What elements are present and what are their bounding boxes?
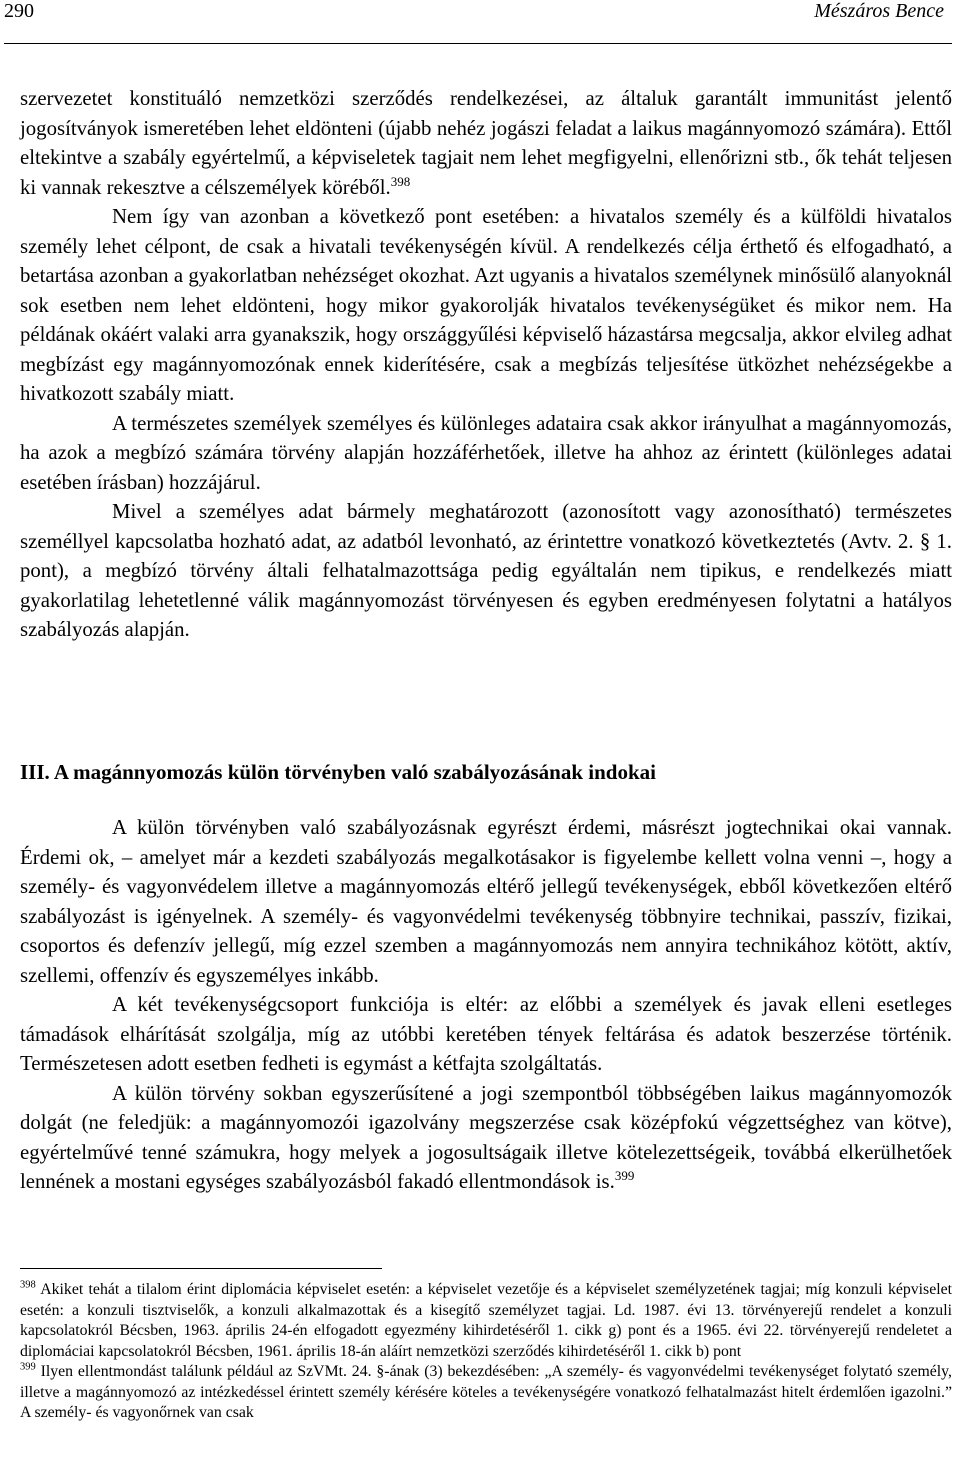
paragraph: A külön törvényben való szabályozásnak egyrészt érdemi, másrészt jogtechnikai okai vannak. Érdemi ok, – amelyet már a kezdeti szabályozás megalkotásakor is figyelembe kellett volna venni –, hogy a személy- és vagyonvédelem illetve a magánnyomozás eltérő jellegű tevékenységek, ebből következően eltérő szabályozást is igényelnek. A személy- és vagyonvédelmi tevékenység többnyire technikai, passzív, fizikai, csoportos és defenzív jellegű, míg ezzel szemben a magánnyomozás nem annyira technikához kötött, aktív, szellemi, offenzív és egyszemélyes inkább. [20,816,952,987]
paragraph: A két tevékenységcsoport funkciója is eltér: az előbbi a személyek és javak elleni esetleges támadások elhárítását szolgálja, míg az utóbbi keretében tények feltárása és adatok beszerzése történik. Természetesen adott esetben fedheti is egymást a kétfajta szolgáltatás. [20,993,952,1075]
footnote-ref[interactable]: 398 [390,173,411,189]
running-author: Mészáros Bence [814,0,944,22]
footnote [20,1362,952,1424]
page-number: 290 [4,0,34,22]
paragraph [20,1079,952,1197]
header-rule [4,43,952,44]
footnote-number: 399 [20,1361,36,1373]
main-text [20,84,952,645]
paragraph [20,84,952,202]
section-heading: III. A magánnyomozás külön törvényben való szabályozásának indokai [20,760,656,784]
paragraph-text: szervezetet konstituáló nemzetközi szerződés rendelkezései, az általuk garantált immunitást jelentő jogosítványok ismeretében lehet eldönteni (újabb nehéz jogászi feladat a laikus magánnyomozó számára). Ettől eltekintve a szabály egyértelmű, a képviseletek tagjait nem lehet megfigyelni, ellenőrizni stb., ők tehát teljesen ki vannak rekesztve a célszemélyek köréből. [20,87,952,199]
footnotes [20,1280,952,1424]
paragraph-text: A külön törvény sokban egyszerűsítené a jogi szempontból többségében laikus magánnyomozók dolgát (ne feledjük: a magánnyomozói igazolvány megszerzése csak középfokú végzettséghez van kötve), egyértelművé tenné számukra, hogy melyek a jogosultságaik illetve kötelezettségeik, továbbá elkerülhetőek lennének a mostani egységes szabályozásból fakadó ellentmondások is. [20,1081,952,1193]
footnote [20,1280,952,1362]
section-text [20,813,952,1197]
footnote-separator [20,1268,382,1269]
footnote-text: Ilyen ellentmondást találunk például az SzVMt. 24. §-ának (3) bekezdésében: „A személy- és vagyonvédelmi tevékenységet folytató személy, illetve a magánnyomozó az intézkedéssel érintett személy kérésére köteles a tevékenységére vonatkozó felhatalmazást hitelt érdemlően igazolni.” A személy- és vagyonőrnek van csak [20,1363,952,1421]
paragraph: A természetes személyek személyes és különleges adataira csak akkor irányulhat a magánnyomozás, ha azok a megbízó számára törvény alapján hozzáférhetőek, illetve ha ahhoz az érintett (különleges adatai esetében írásban) hozzájárul. [20,411,952,494]
footnote-text: Akiket tehát a tilalom érint diplomácia képviselet esetén: a képviselet vezetője és a képviselet személyzetének tagjai; míg konzuli képviselet esetén: a konzuli tisztviselők, a konzuli alkalmazottak és a kisegítő személyzet tagjai. Ld. 1987. évi 13. törvényerejű rendelet a konzuli kapcsolatokról Bécsben, 1963. április 24-én elfogadott egyezmény kihirdetéséről 1. cikk g) pont és a 1965. évi 22. törvényerejű rendeletet a diplomáciai kapcsolatokról Bécsben, 1961. április 18-án aláírt nemzetközi szerződés kihirdetéséről 1. cikk b) pont [20,1281,953,1360]
paragraph: Mivel a személyes adat bármely meghatározott (azonosított vagy azonosítható) természetes személlyel kapcsolatba hozható adat, az adatból levonható, az érintettre vonatkozó következtetés (Avtv. 2. § 1. pont), a megbízó törvény általi felhatalmazottsága pedig egyáltalán nem tipikus, e rendelkezés miatt gyakorlatilag lehetetlenné válik magánnyomozást törvényesen és egyben eredményesen folytatni a hatályos szabályozás alapján. [20,500,952,641]
paragraph: Nem így van azonban a következő pont esetében: a hivatalos személy és a külföldi hivatalos személy lehet célpont, de csak a hivatali tevékenységén kívül. A rendelkezés célja érthető és elfogadható, a betartása azonban a gyakorlatban nehézséget okozhat. Azt ugyanis a hivatalos személynek minősülő alanyoknál sok esetben nem lehet eldönteni, hogy mikor gyakorolják hivatalos tevékenységüket és mikor nem. Ha példának okáért valaki arra gyanakszik, hogy országgyűlési képviselő házastársa megcsalja, akkor elvileg adhat megbízást egy magánnyomozónak ennek kiderítésére, csak a megbízás teljesítése ütközhet nehézségekbe a hivatkozott szabály miatt. [20,205,952,405]
footnote-number: 398 [20,1279,36,1291]
page-header [0,0,960,44]
footnote-ref[interactable]: 399 [614,1168,635,1184]
